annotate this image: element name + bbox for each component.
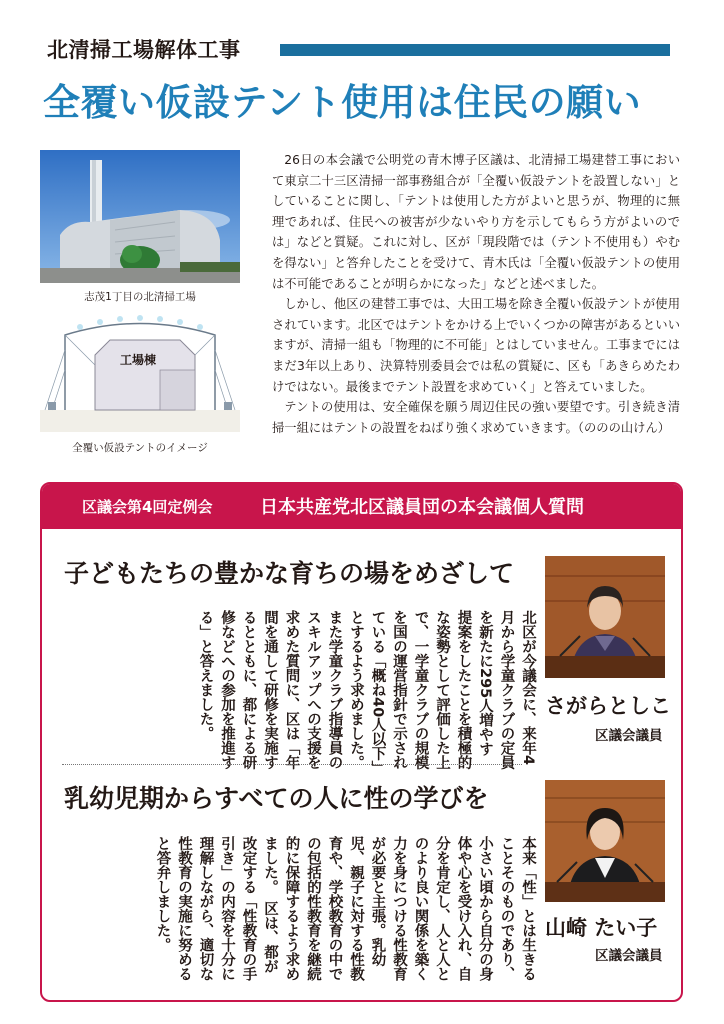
article-paragraph: しかし、他区の建替工事では、大田工場を除き全覆い仮設テントが使用されています。北区ではテントをかける上でいくつかの障害があるといいますが、清掃一組も「物理的に不可能」とはしていません。工事までにはまだ3年以上あり、決算特別委員会では私の質疑に、区も「あきらめたわけではない。最後までテント設置を求めていく」と答えていました。 [272,297,680,394]
photo-caption: 志茂1丁目の北清掃工場 [84,291,196,303]
question-title: 乳幼児期からすべての人に性の学びを [64,784,489,813]
article-kicker: 北清掃工場解体工事 [47,38,241,62]
member-role: 区議会議員 [595,948,663,964]
tent-diagram [40,310,240,432]
question-text [64,610,538,770]
article-paragraph: テントの使用は、安全確保を願う周辺住民の強い要望です。引き続き清掃一組にはテントの設置をねばり強く求めていきます。（ののの山けん） [272,400,680,435]
incinerator-photo-graphic [40,150,240,283]
question-paragraph: 本来「性」とは生きることそのものであり、小さい頃から自分の身体や心を受け入れ、自分を肯定し、人と人とのより良い関係を築く力を身につける性教育が必要と主張。乳幼児、親子に対する性教育や、学校教育の中での包括的性教育を継続的に保障するよう求めました。 区は、都が改定する「性教育の手引き」の内容を十分に理解しながら、適切な性教育の実施に努めると答弁しました。 [154,836,536,981]
question-text [64,836,538,986]
questions-panel [40,482,683,1002]
member-photo [545,780,665,902]
panel-title: 日本共産党北区議員団の本会議個人質問 [260,497,584,518]
article-headline: 全覆い仮設テント使用は住民の願い [43,81,642,124]
member-photo-graphic [545,556,665,678]
panel-header [42,484,681,529]
member-photo [545,556,665,678]
kicker-bar [280,44,670,56]
member-photo-graphic [545,780,665,902]
diagram-caption: 全覆い仮設テントのイメージ [72,442,208,454]
question-paragraph: 北区が今議会に、来年4月から学童クラブの定員を新たに295人増やす提案をしたことを積極的な姿勢として評価した上で、一学童クラブの規模を国の運営指針で示されている「概ね40人以下」とするよう求めました。また学童クラブ指導員のスキルアップへの支援を求めた質問に、区は「年間を通して研修を実施するとともに、都による研修などへの参加を推進する」と答えました。 [197,610,536,770]
member-role: 区議会議員 [595,728,663,744]
tent-diagram-graphic [40,310,240,432]
member-name: さがらとしこ [545,694,671,718]
diagram-label: 工場棟 [120,353,157,367]
panel-subtitle: 区議会第4回定例会 [82,498,213,516]
question-title: 子どもたちの豊かな育ちの場をめざして [64,559,515,588]
incinerator-photo [40,150,240,283]
article-paragraph: 26日の本会議で公明党の青木博子区議は、北清掃工場建替工事において東京二十三区清掃一部事務組合が「全覆い仮設テントを設置しない」としていることに関し、「テントは使用した方がよいと思うが、物理的に無理であれば、住民への被害が少ないやり方を示してもらう方がよいのでは」などと質疑。これに対し、区が「現段階では（テント不使用も）やむを得ない」と答弁したことを受けて、青木氏は「全覆い仮設テントの使用は不可能であることが明らかになった」などと述べました。 [272,153,680,291]
member-name: 山崎 たい子 [545,916,658,940]
article-body [272,150,680,438]
section-divider [62,764,522,765]
